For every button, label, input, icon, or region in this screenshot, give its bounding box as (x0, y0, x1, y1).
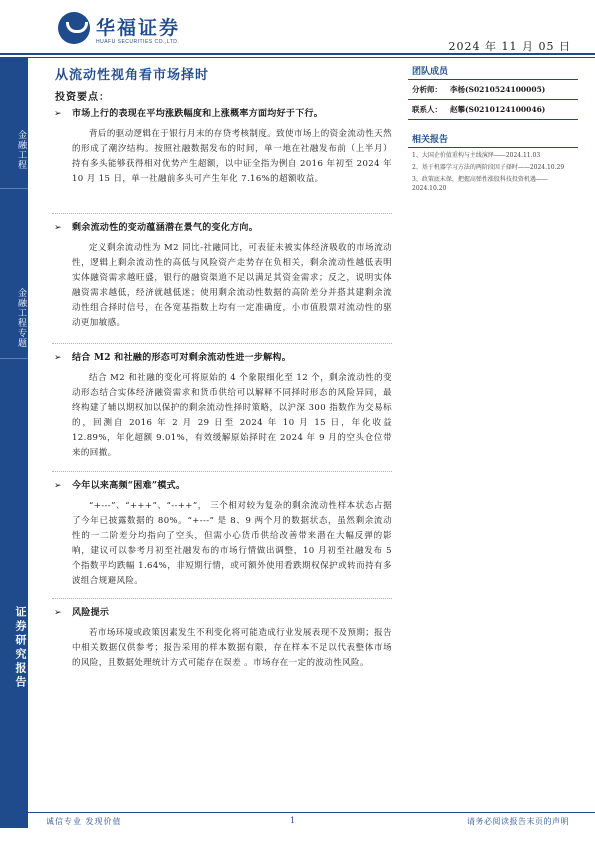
section-heading: 今年以来高频“困难”模式。 (72, 481, 186, 491)
sidebar-label-subcategory: 金融工程专题 (16, 288, 26, 348)
analyst-role: 联系人： (412, 105, 442, 114)
main-content (52, 108, 392, 687)
section-body: 背后的驱动逻辑在于银行月末的存贷考核制度。致使市场上的资金流动性天然的形成了潮汐结构。按照社融数据发布的时间，单一地在社融发布前（上半月）持有多头能够获得相对优势产生超额，以中证全指为例自 2016 年初至 2024 年 10 月 15 日，单一社融前多头可产生年化 7.16%的超额收益。 (72, 129, 392, 184)
section-body: 结合 M2 和社融的变化可将原始的 4 个象限细化至 12 个，剩余流动性的变动形态结合实体经济融资需求和货币供给可以解释不同择时形态的风险异同，最终构建了辅以期权加以保护的剩余流动性择时策略，以沪深 300 指数作为交易标的，回测自 2016 年 2 月 29 日至 2024 年 10 月 15 日，年化收益 12.89%，年化超额 9.01%，有效缓解原始择时在 2024 年 9 月的空头仓位带来的回撤。 (72, 373, 392, 458)
logo-english-name: HUAFU SECURITIES CO.,LTD. (96, 39, 180, 45)
header-divider (0, 53, 595, 55)
analyst-row (408, 100, 578, 120)
arrow-bullet-icon: ➢ (54, 223, 62, 233)
section-heading: 市场上行的表现在平均涨跌幅度和上涨概率方面均好于下行。 (72, 109, 324, 119)
section-4 (52, 480, 392, 599)
key-points-label: 投资要点： (55, 92, 110, 103)
section-heading: 结合 M2 和社融的形态可对剩余流动性进一步解构。 (72, 353, 291, 363)
page-number: 1 (290, 816, 296, 825)
related-reports (408, 132, 578, 193)
section-2 (52, 222, 392, 344)
arrow-bullet-icon: ➢ (54, 109, 62, 119)
logo-icon (58, 12, 90, 44)
footer-disclaimer: 请务必阅读报告末页的声明 (467, 817, 569, 826)
sidebar-bar (0, 58, 28, 828)
section-1 (52, 108, 392, 214)
analyst-row (408, 80, 578, 100)
section-risk (52, 607, 392, 679)
sidebar-divider (0, 358, 28, 359)
section-body: 定义剩余流动性为 M2 同比-社融同比，可表征未被实体经济吸收的市场流动性，逻辑上剩余流动性的高低与风险资产走势存在负相关，剩余流动性越低表明实体融资需求越旺盛，银行的融资渠道不足以满足其资金需求；反之，说明实体融资需求越低，经济就越低迷；使用剩余流动性数据的高阶差分并搭其建剩余流动性组合择时信号，在各宽基指数上均有一定准确度，小市值股票对流动性的驱动更加敏感。 (72, 243, 392, 328)
side-panel (408, 58, 578, 193)
analyst-name: 赵攀(S0210124100046) (450, 105, 546, 114)
related-report-link[interactable]: 1、大国企价值重构与主线演绎——2024.11.03 (412, 152, 541, 159)
company-logo (58, 12, 218, 52)
section-heading: 风险提示 (72, 608, 110, 618)
footer-slogan: 诚信专业 发现价值 (46, 817, 122, 826)
section-heading-row (52, 108, 392, 121)
section-3 (52, 352, 392, 472)
arrow-bullet-icon: ➢ (54, 353, 62, 363)
section-heading-row (52, 607, 392, 620)
section-heading: 剩余流动性的变动蕴涵潜在景气的变化方向。 (72, 223, 259, 233)
related-reports-title: 相关报告 (408, 132, 578, 148)
analyst-name: 李杨(S0210524100005) (450, 85, 546, 94)
section-heading-row (52, 480, 392, 493)
analyst-role: 分析师： (412, 85, 442, 94)
section-body: 若市场环境或政策因素发生不利变化将可能造成行业发展表现不及预期；报告中相关数据仅供参考；报告采用的样本数据有限，存在样本不足以代表整体市场的风险，且数据处理统计方式可能存在误差 。市场存在一定的波动性风险。 (72, 628, 392, 668)
sidebar-label-category: 金融工程 (16, 130, 26, 170)
arrow-bullet-icon: ➢ (54, 608, 62, 618)
section-body: “+---”、“+++”、“--++”， 三个相对较为复杂的剩余流动性样本状态占据了今年已披露数据的 80%。“+---” 是 8、9 两个月的数据状态，虽然剩余流动性的一二阶差分均指向了空头，但需小心货币供给改善带来潜在大幅反弹的影响，建议可以参考月初至社融发布的市场行情做出调整，10 月初至社融发布 5 个指数平均跌幅 1.64%，非短期行情，或可额外使用看跌期权保护或转而持有多波组合规避风险。 (72, 501, 392, 586)
team-title: 团队成员 (408, 58, 578, 80)
page-title: 从流动性视角看市场择时 (55, 68, 210, 83)
sidebar-label-report-type: 证券研究报告 (14, 606, 27, 690)
report-date: 2024 年 11 月 05 日 (448, 40, 571, 53)
arrow-bullet-icon: ➢ (54, 481, 62, 491)
logo-name: 华福证券 (96, 17, 181, 39)
sidebar-divider (0, 188, 28, 189)
section-heading-row (52, 352, 392, 365)
footer-divider (0, 812, 595, 813)
related-report-link[interactable]: 2、基于机器学习方法的两阶段因子择时——2024.10.29 (412, 164, 565, 171)
related-report-link[interactable]: 3、政策底未保，把握高弹性涨股科技投资机遇——2024.10.20 (412, 176, 548, 192)
section-heading-row (52, 222, 392, 235)
